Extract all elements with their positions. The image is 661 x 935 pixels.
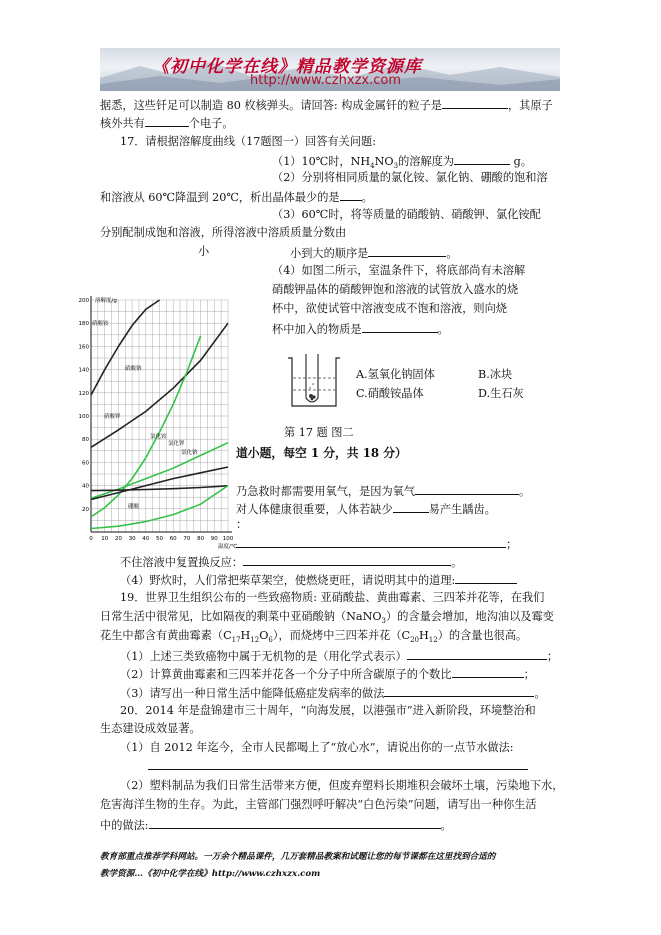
series-label: 氯化钾 bbox=[168, 441, 185, 447]
text: g。 bbox=[513, 155, 532, 168]
x-tick-label: 70 bbox=[183, 536, 191, 542]
q18-part4 bbox=[120, 572, 517, 588]
option-d: D.生石灰 bbox=[478, 387, 524, 400]
y-tick-label: 80 bbox=[82, 437, 89, 444]
series-label: 硝酸钾 bbox=[104, 414, 121, 420]
text: ； bbox=[523, 668, 535, 681]
x-tick-label: 100 bbox=[222, 536, 234, 542]
option-b: B.冰块 bbox=[478, 368, 513, 381]
text: ）的含量也很高。 bbox=[437, 629, 528, 642]
q17-part4-cont3 bbox=[272, 321, 449, 337]
x-tick-label: 90 bbox=[210, 536, 218, 542]
x-tick-label: 30 bbox=[128, 536, 136, 542]
text: （4）野炊时，人们常把柴草架空，使燃烧更旺，请说明其中的道理: bbox=[120, 574, 456, 587]
text: 小到大的顺序是 bbox=[290, 247, 369, 260]
q18-part3b bbox=[120, 554, 462, 570]
text: 对人体健康很重要，人体若缺少 bbox=[236, 503, 393, 516]
subscript: 17 bbox=[231, 636, 241, 645]
answer-blank[interactable] bbox=[243, 554, 451, 566]
q17-part4: （4）如图二所示，室温条件下，将底部尚有未溶解 bbox=[272, 264, 526, 277]
y-tick-label: 140 bbox=[78, 367, 89, 374]
text: 。 bbox=[451, 556, 463, 569]
answer-blank[interactable] bbox=[442, 97, 508, 109]
text: 杯中加入的物质是 bbox=[272, 323, 362, 336]
question-19-line2 bbox=[100, 610, 554, 628]
text: （2）计算黄曲霉素和三四苯并花各一个分子中所含碳原子的个数比 bbox=[120, 668, 452, 681]
series-label: 硼酸 bbox=[128, 504, 140, 510]
answer-blank[interactable] bbox=[148, 758, 528, 770]
subscript: 4 bbox=[370, 162, 375, 171]
text: 个电子。 bbox=[188, 117, 234, 130]
y-tick-label: 180 bbox=[78, 321, 89, 328]
q17-part3: （3）60℃时，将等质量的硝酸钠、硝酸钾、氯化铵配 bbox=[272, 208, 541, 221]
text: ； bbox=[546, 650, 559, 663]
x-tick-label: 50 bbox=[156, 536, 163, 542]
text: 不住溶液中复置换反应： bbox=[120, 556, 244, 569]
answer-blank[interactable] bbox=[362, 321, 438, 333]
x-tick-label: 60 bbox=[169, 536, 177, 542]
text: 。 bbox=[446, 247, 458, 260]
y-tick-label: 120 bbox=[78, 390, 89, 397]
option-c: C.硝酸铵晶体 bbox=[356, 387, 424, 400]
text: （3）请写出一种日常生活中能降低癌症发病率的做法 bbox=[120, 687, 385, 700]
section-header: 道小题，每空 1 分，共 18 分） bbox=[236, 446, 407, 460]
answer-blank[interactable] bbox=[452, 666, 524, 678]
text: 中的做法: bbox=[100, 819, 149, 832]
banner-url[interactable]: http://www.czhxzx.com bbox=[250, 73, 401, 88]
y-tick-label: 100 bbox=[78, 414, 89, 420]
text: ），而烧烤中三四苯并花（C bbox=[272, 629, 411, 642]
q17-part2: （2）分别将相同质量的氯化铵、氯化钠、硼酸的饱和溶 bbox=[272, 171, 548, 184]
answer-blank[interactable] bbox=[415, 483, 519, 495]
q20-part1-answer bbox=[148, 758, 528, 774]
q20-part2-line1: （2）塑料制品为我们日常生活带来方便，但废弃塑料长期堆积会破坏土壤，污染地下水， bbox=[120, 779, 564, 792]
y-tick-label: 160 bbox=[78, 344, 89, 351]
answer-blank[interactable] bbox=[407, 648, 547, 660]
x-tick-label: 10 bbox=[101, 536, 109, 542]
y-tick-label: 20 bbox=[82, 506, 89, 513]
footer-line2: 教学资源…《初中化学在线》http://www.czhxzx.com bbox=[100, 869, 321, 879]
answer-blank[interactable] bbox=[384, 685, 534, 697]
subscript: 20 bbox=[410, 636, 420, 645]
q18-part2 bbox=[236, 501, 496, 517]
text: 日常生活中很常见，比如隔夜的剩菜中亚硝酸钠（NaNO bbox=[100, 610, 382, 623]
answer-blank[interactable] bbox=[340, 189, 362, 201]
subscript: 6 bbox=[268, 636, 273, 645]
series-label: 硝酸铵 bbox=[92, 321, 109, 327]
x-axis-label: 温度/℃ bbox=[218, 544, 238, 550]
q17-part2-cont bbox=[100, 189, 373, 205]
answer-blank[interactable] bbox=[145, 115, 189, 127]
text: 。 bbox=[361, 191, 373, 204]
answer-blank[interactable] bbox=[455, 572, 517, 584]
q17-part4-cont1: 硝酸钾晶体的硝酸钾饱和溶液的试管放入盛水的烧 bbox=[272, 283, 519, 296]
text: ； bbox=[506, 538, 518, 551]
text: （1）上述三类致癌物中属于无机物的是（用化学式表示） bbox=[120, 650, 407, 663]
q20-part2-line2: 危害海洋生物的生存。为此，主管部门强烈呼吁解决“白色污染”问题，请写出一种你生活 bbox=[100, 798, 537, 811]
answer-blank[interactable] bbox=[393, 501, 429, 513]
text: H bbox=[240, 629, 251, 642]
q17-part4-cont2: 杯中，欲使试管中溶液变成不饱和溶液，则向烧 bbox=[272, 302, 507, 315]
q20-part1: （1）自 2012 年迄今，全市人民都喝上了“放心水”，请说出你的一点节水做法: bbox=[120, 741, 514, 754]
banner-title: 《初中化学在线》精品教学资源库 bbox=[152, 57, 422, 77]
q17-part3-order bbox=[290, 245, 458, 261]
subscript: 3 bbox=[393, 162, 399, 171]
text: 。 bbox=[534, 687, 546, 700]
chart-labels bbox=[79, 296, 238, 550]
q18-part1 bbox=[236, 483, 530, 499]
q18-part3-label: ： bbox=[236, 518, 248, 531]
q18-part3 bbox=[236, 536, 517, 552]
text: H bbox=[419, 629, 429, 642]
y-tick-label: 40 bbox=[82, 483, 89, 490]
q19-part2 bbox=[120, 666, 535, 682]
option-a: A.氢氧化钠固体 bbox=[356, 368, 435, 381]
text-line bbox=[100, 97, 553, 113]
text: 和溶液从 60℃降温到 20℃，析出晶体最少的是 bbox=[100, 191, 340, 204]
text: 易产生龋齿。 bbox=[428, 503, 496, 516]
text: NO bbox=[374, 155, 394, 168]
text: 乃急救时都需要用氧气，是因为氧气 bbox=[236, 485, 416, 498]
answer-blank[interactable] bbox=[236, 536, 506, 548]
text: 花生中都含有黄曲霉素（C bbox=[100, 629, 232, 642]
answer-blank[interactable] bbox=[454, 153, 510, 165]
q17-part3-fragment: 小 bbox=[198, 245, 210, 258]
beaker-test-tube-illustration bbox=[286, 352, 342, 412]
text-line bbox=[100, 115, 234, 131]
answer-blank[interactable] bbox=[368, 245, 446, 257]
series-label: 硝酸钠 bbox=[125, 366, 142, 372]
subscript: 3 bbox=[381, 617, 387, 626]
footer-line1: 教育部重点推荐学科网站。一万余个精品课件，几万套精品教案和试题让您的每节课都在这里找到合适的 bbox=[100, 852, 496, 862]
text: 据悉，这些钎足可以制造 80 枚核弹头。请回答: 构成金属钎的粒子是 bbox=[100, 99, 442, 112]
question-20-line1: 20．2014 年是盘锦建市三十周年，“向海发展，以港强市”进入新阶段，环境整治和 bbox=[120, 704, 536, 717]
y-tick-label: 60 bbox=[82, 460, 89, 467]
y-tick-label: 200 bbox=[78, 298, 89, 304]
y-axis-label: 溶解度/g bbox=[95, 298, 117, 304]
text: O bbox=[259, 629, 269, 642]
x-tick-label: 80 bbox=[197, 536, 205, 542]
text: 的溶解度为 bbox=[398, 155, 455, 168]
question-20-line2: 生态建设成效显著。 bbox=[100, 722, 201, 735]
site-banner bbox=[100, 48, 560, 91]
text: （1）10℃时，NH bbox=[272, 155, 371, 168]
text: 。 bbox=[437, 323, 449, 336]
text: ）的含量会增加，地沟油以及霉变 bbox=[386, 610, 554, 623]
text: ，其原子 bbox=[507, 99, 553, 112]
q19-part1 bbox=[120, 648, 558, 664]
series-label: 氯化铵 bbox=[150, 434, 167, 440]
q20-part2-line3 bbox=[100, 817, 452, 833]
text: 。 bbox=[519, 485, 531, 498]
subscript: 12 bbox=[428, 636, 438, 645]
answer-blank[interactable] bbox=[149, 817, 441, 829]
figure-2-caption: 第 17 题 图二 bbox=[284, 426, 354, 439]
question-19-line1: 19．世界卫生组织公布的一些致癌物质: 亚硝酸盐、黄曲霉素、三四苯并花等，在我们 bbox=[120, 591, 545, 604]
q19-part3 bbox=[120, 685, 546, 701]
x-tick-label: 40 bbox=[142, 536, 150, 542]
x-tick-label: 0 bbox=[89, 536, 93, 542]
q17-part3-cont: 分别配制成饱和溶液，所得溶液中溶质质量分数由 bbox=[100, 226, 347, 239]
x-tick-label: 20 bbox=[114, 536, 122, 542]
series-label: 氯化钠 bbox=[181, 450, 198, 456]
question-19-line3 bbox=[100, 629, 527, 647]
text: 。 bbox=[440, 819, 452, 832]
question-17-title: 17．请根据溶解度曲线（17题图一）回答有关问题: bbox=[120, 135, 376, 148]
subscript: 12 bbox=[250, 636, 260, 645]
solubility-curve-chart bbox=[78, 292, 240, 550]
text: 核外共有 bbox=[100, 117, 145, 130]
